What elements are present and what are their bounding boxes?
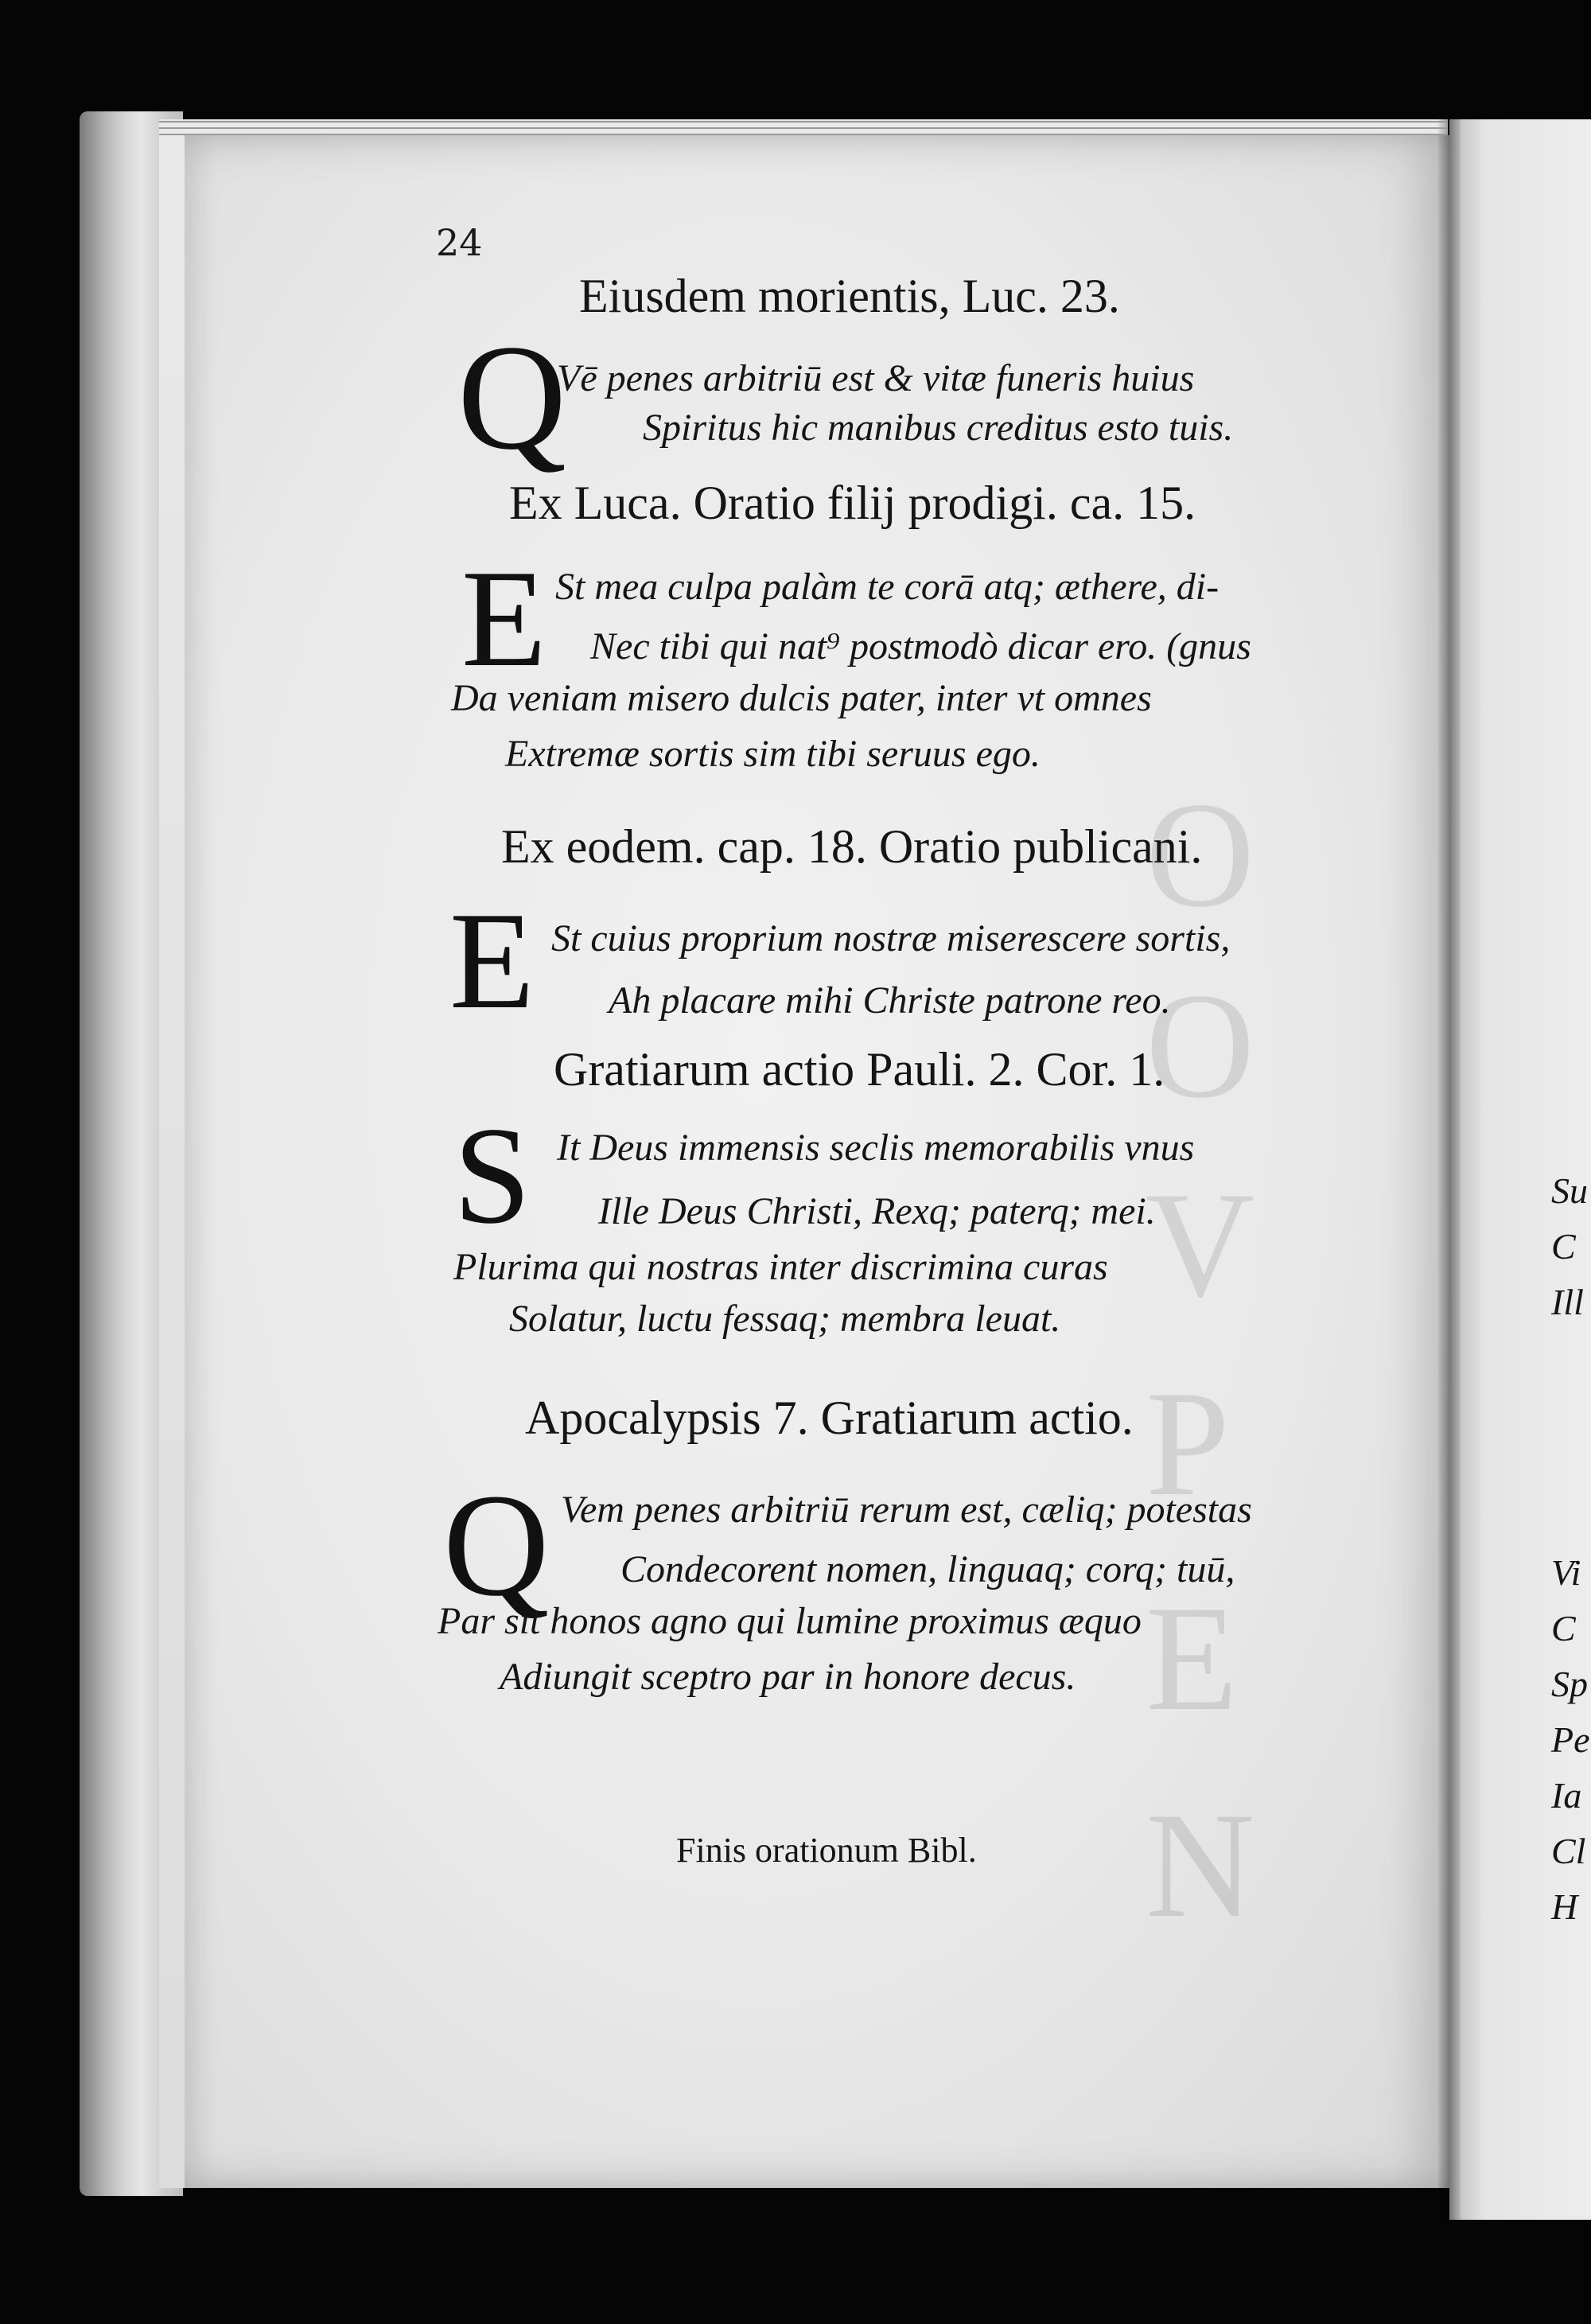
verse-line: Vem penes arbitriū rerum est, cæliq; potestas [561, 1489, 1252, 1531]
right-page-fragment: Pe [1551, 1719, 1590, 1760]
drop-initial-4: S [453, 1098, 531, 1252]
section-heading-4: Gratiarum actio Pauli. 2. Cor. 1. [554, 1043, 1165, 1096]
right-page-fragment: H [1551, 1886, 1578, 1927]
right-page-fragment: Ill [1551, 1282, 1584, 1322]
section-heading-2: Ex Luca. Oratio filij prodigi. ca. 15. [509, 477, 1196, 529]
verse-line: St cuius proprium nostræ miserescere sortis, [551, 917, 1231, 960]
verse-line: Vē penes arbitriū est & vitæ funeris huius [557, 357, 1195, 399]
scanned-book-spread: O O V P E N 24 Eiusdem morientis, Luc. 23. Q Vē penes arbitriū est & vitæ funeris huius Spiritus hic manibus creditus esto tuis. Ex Luca. Oratio filij prodigi. ca. 15. E St mea culpa palàm te corā atq; æthere, di- Nec tibi qui nat⁹ postmodò dicar ero. (gnus Da veniam misero dulcis pater, inter vt omnes Extremæ sortis sim tibi seruus ego. Ex eodem. cap. 18. Oratio publicani. E St cuius proprium nostræ miserescere sortis, Ah placare mihi Christe patrone reo. Gratiarum actio Pauli. 2. Cor. 1. S It Deus immensis seclis memorabilis vnus Ille Deus Christi, Rexq; paterq; mei. Plurima qui nostras inter discrimina curas Solatur, luctu fessaq; membra leuat. Apocalypsis 7. Gratiarum actio. Q Vem penes arbitriū rerum est, cæliq; potestas Condecorent nomen, linguaq; corq; tuū, Par sit honos agno qui lumine proximus æquo Adiungit sceptro par in honore decus. Finis orationum Bibl. Su C Ill Vi C Sp Pe Ia Cl H [0, 0, 1591, 2324]
verse-line: Solatur, luctu fessaq; membra leuat. [509, 1298, 1061, 1340]
drop-initial-1: Q [457, 314, 567, 481]
verse-line: It Deus immensis seclis memorabilis vnus [557, 1127, 1195, 1169]
verse-line: Par sit honos agno qui lumine proximus æquo [438, 1600, 1142, 1642]
right-page-fragment: Vi [1551, 1552, 1581, 1593]
verse-line: Ah placare mihi Christe patrone reo. [609, 979, 1171, 1022]
drop-initial-5: Q [443, 1464, 550, 1627]
right-page-fragment: C [1551, 1226, 1576, 1267]
verse-line: Da veniam misero dulcis pater, inter vt omnes [451, 677, 1152, 719]
verse-line: Plurima qui nostras inter discrimina curas [453, 1246, 1108, 1288]
right-page-fragment: Sp [1551, 1664, 1588, 1704]
section-heading-3: Ex eodem. cap. 18. Oratio publicani. [501, 820, 1203, 873]
right-page-fragment: C [1551, 1608, 1576, 1649]
right-page-fragment: Ia [1551, 1775, 1582, 1816]
verse-line: Ille Deus Christi, Rexq; paterq; mei. [598, 1190, 1156, 1232]
page-gutter [1438, 119, 1461, 2220]
page-number: 24 [436, 221, 483, 264]
right-page-fragment: Cl [1551, 1831, 1586, 1871]
finis-line: Finis orationum Bibl. [676, 1831, 977, 1870]
section-heading-1: Eiusdem morientis, Luc. 23. [579, 270, 1120, 322]
verse-line: Condecorent nomen, linguaq; corq; tuū, [620, 1548, 1235, 1590]
verse-line: Extremæ sortis sim tibi seruus ego. [505, 733, 1041, 775]
verse-line: Spiritus hic manibus creditus esto tuis. [643, 407, 1234, 449]
verse-line: Adiungit sceptro par in honore decus. [500, 1656, 1076, 1698]
section-heading-5: Apocalypsis 7. Gratiarum actio. [525, 1392, 1134, 1444]
verse-line: Nec tibi qui nat⁹ postmodò dicar ero. (gnus [590, 625, 1251, 668]
drop-initial-3: E [449, 883, 535, 1037]
verse-line: St mea culpa palàm te corā atq; æthere, di- [555, 566, 1220, 608]
right-page-fragment: Su [1551, 1170, 1588, 1211]
drop-initial-2: E [461, 541, 547, 695]
